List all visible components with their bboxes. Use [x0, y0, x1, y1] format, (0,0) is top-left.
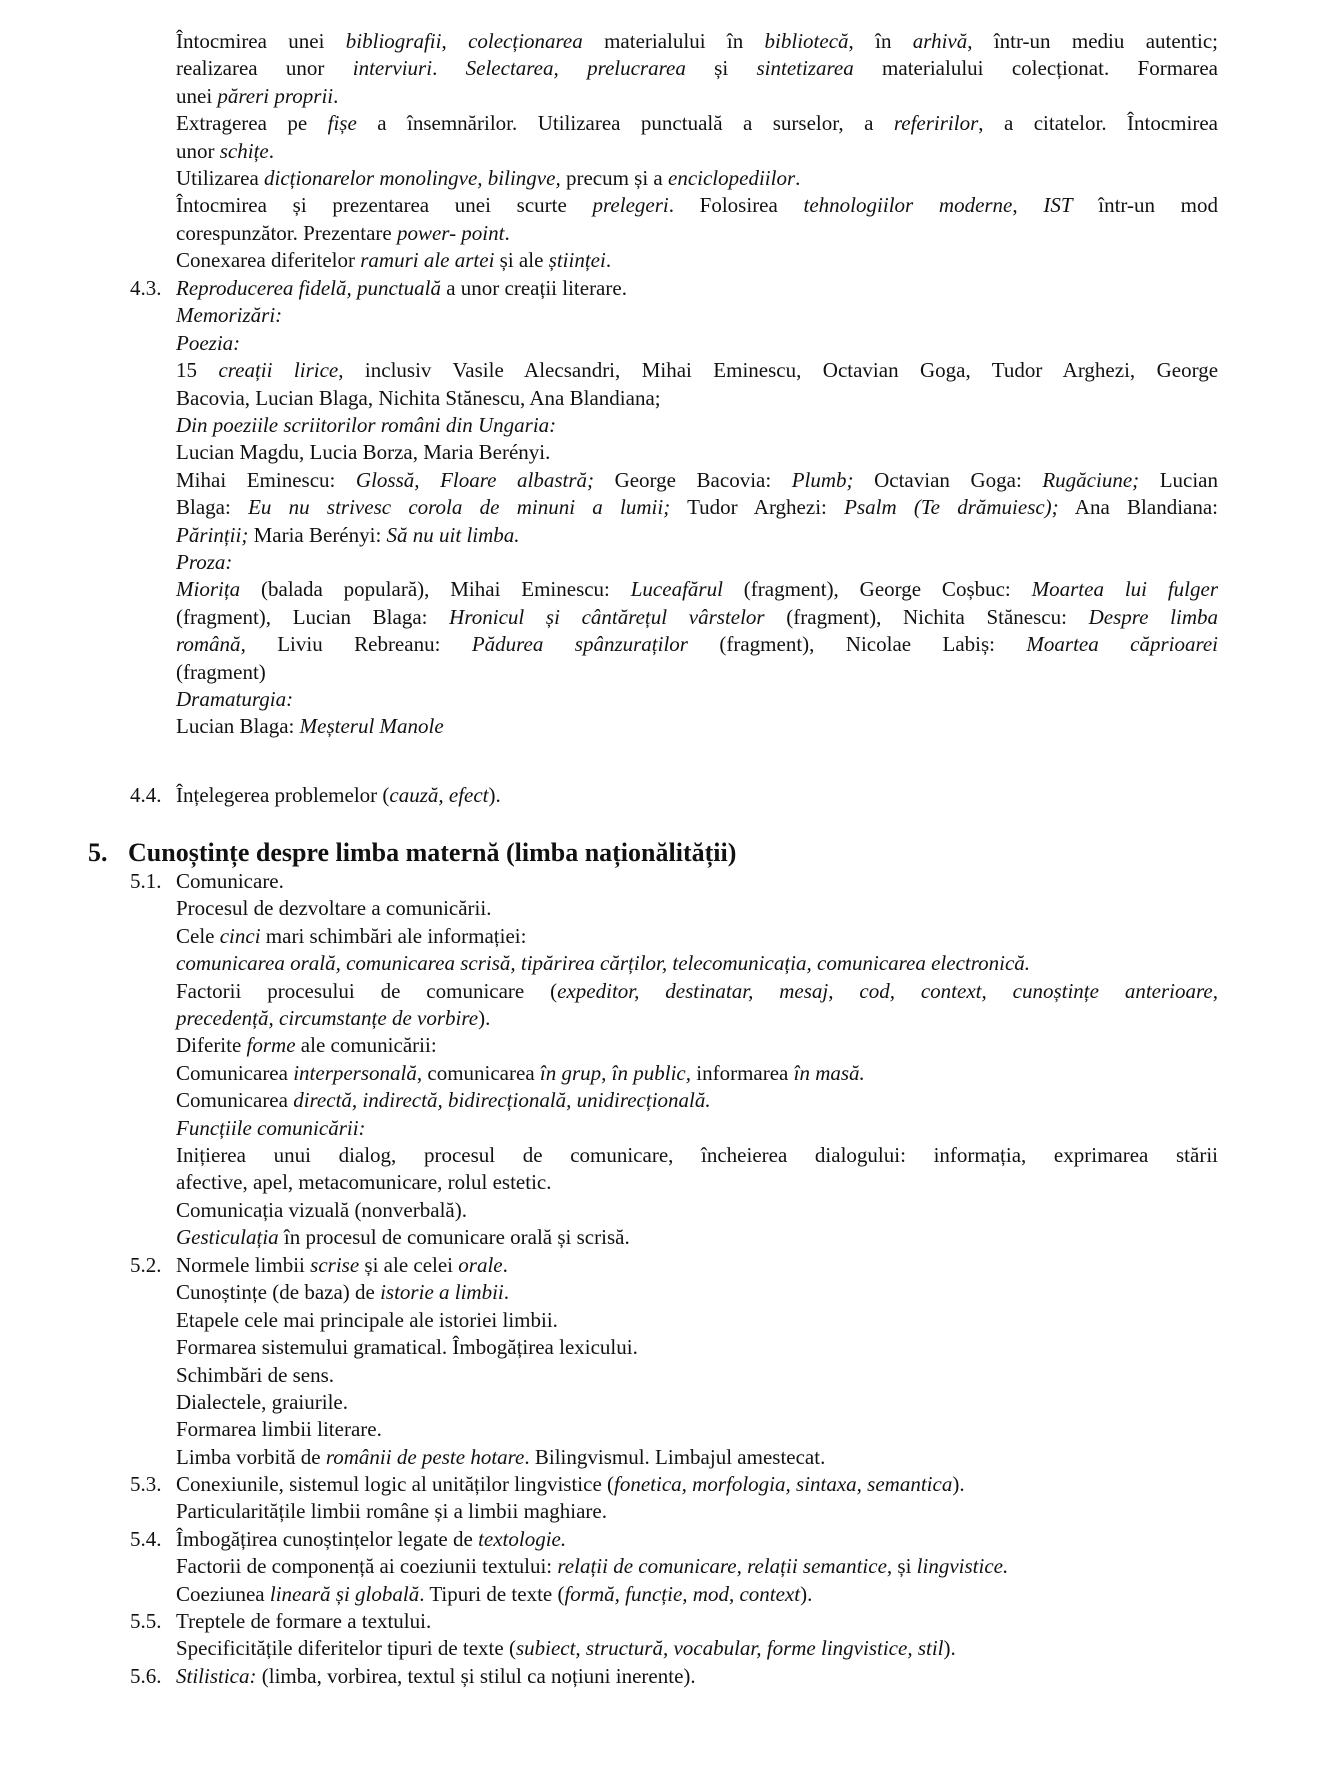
- text-segment: Diferite: [176, 1033, 247, 1058]
- text-line: [176, 28, 1218, 55]
- italic-term: comunicarea orală, comunicarea scrisă, tipărirea cărților, telecomunicația, comunicarea electronică.: [176, 951, 1031, 976]
- text-segment: Înțelegerea problemelor (: [176, 783, 390, 807]
- item-number: 5.6.: [130, 1664, 162, 1688]
- text-segment: Mihai Eminescu:: [176, 467, 356, 492]
- italic-term: directă, indirectă, bidirecțională, unidirecțională.: [293, 1088, 711, 1113]
- text-line: [176, 220, 1218, 247]
- text-segment: 15: [176, 358, 219, 383]
- text-line: [176, 895, 1218, 922]
- text-line: [176, 950, 1218, 977]
- text-segment: , în: [848, 29, 913, 53]
- text-line: [176, 1252, 1218, 1279]
- text-segment: Schimbări de sens.: [176, 1362, 335, 1387]
- text-segment: , într-un mediu autentic;: [967, 29, 1219, 53]
- text-segment: unor: [176, 138, 220, 163]
- text-segment: Întocmirea unei: [176, 29, 346, 53]
- text-segment: Extragerea pe: [176, 111, 328, 136]
- text-segment: ).: [952, 1472, 965, 1496]
- text-line: [176, 83, 1218, 110]
- italic-term: Rugăciune;: [1042, 467, 1140, 492]
- italic-term: în masă.: [793, 1060, 865, 1085]
- text-line: [176, 1553, 1218, 1580]
- text-line: [176, 439, 1218, 466]
- italic-term: subiect, structură, vocabular, forme lingvistice, stil: [515, 1636, 944, 1661]
- text-segment: Îmbogățirea cunoștințelor legate de: [176, 1527, 479, 1551]
- text-segment: Tudor Arghezi:: [670, 495, 845, 520]
- text-segment: .: [605, 248, 612, 273]
- italic-term: științei: [548, 248, 606, 273]
- text-segment: Cele: [176, 923, 220, 948]
- text-segment: (fragment), Nicolae Labiș:: [687, 632, 1027, 657]
- italic-term: Pădurea spânzuraților: [471, 632, 688, 657]
- text-segment: a însemnărilor. Utilizarea punctuală a surselor, a: [356, 111, 894, 136]
- item-number: 5.1.: [130, 869, 162, 893]
- text-segment: (fragment), George Coșbuc:: [722, 577, 1032, 602]
- text-line: [176, 110, 1218, 137]
- italic-term: orale: [458, 1253, 503, 1277]
- text-segment: Conexiunile, sistemul logic al unităților lingvistice (: [176, 1472, 615, 1496]
- text-line: [176, 494, 1218, 521]
- italic-term: dicționarelor monolingve, bilingve,: [264, 166, 561, 190]
- text-segment: ).: [800, 1581, 813, 1606]
- text-segment: Blaga:: [176, 495, 249, 520]
- text-segment: Normele limbii: [176, 1253, 311, 1277]
- text-segment: Particularitățile limbii române și a limbii maghiare.: [176, 1499, 607, 1524]
- text-line: [176, 713, 1218, 740]
- italic-term: Proza:: [176, 550, 233, 574]
- item-number: 4.4.: [130, 783, 162, 807]
- text-line: [176, 522, 1218, 549]
- italic-term: fișe: [327, 111, 357, 136]
- italic-term: bibliografii: [345, 29, 442, 53]
- italic-term: power- point: [396, 220, 505, 245]
- text-line: [176, 330, 1218, 357]
- text-segment: , inclusiv Vasile Alecsandri, Mihai Eminescu, Octavian Goga, Tudor Arghezi, George: [338, 358, 1219, 383]
- text-line: [176, 1362, 1218, 1389]
- text-line: [176, 412, 1218, 439]
- text-line: [176, 1224, 1218, 1251]
- text-segment: ).: [488, 783, 501, 807]
- text-segment: (fragment), Nichita Stănescu:: [764, 604, 1089, 629]
- text-line: [176, 192, 1218, 219]
- text-line: [176, 1498, 1218, 1525]
- italic-term: Părinții;: [176, 522, 249, 547]
- text-line: [176, 1608, 1218, 1635]
- italic-term: Să nu uit limba.: [386, 522, 520, 547]
- text-segment: Coeziunea: [176, 1581, 270, 1606]
- italic-term: textologie.: [478, 1527, 567, 1551]
- text-segment: Cunoștințe (de baza) de: [176, 1280, 381, 1305]
- text-segment: .: [795, 166, 801, 190]
- text-segment: materialului colecționat. Formarea: [853, 56, 1218, 81]
- italic-term: păreri proprii: [217, 83, 334, 108]
- italic-term: românii de peste hotare: [325, 1444, 525, 1469]
- text-line: [176, 247, 1218, 274]
- italic-term: cauză, efect: [389, 783, 489, 807]
- italic-term: română: [176, 632, 241, 657]
- text-segment: și: [892, 1554, 917, 1579]
- text-segment: .: [333, 83, 339, 108]
- text-segment: Factorii procesului de comunicare (: [176, 978, 558, 1003]
- text-segment: Ana Blandiana:: [1058, 495, 1218, 520]
- italic-term: formă, funcție, mod, context: [564, 1581, 801, 1606]
- item-number: 5.4.: [130, 1527, 162, 1551]
- italic-term: Reproducerea fidelă, punctuală: [176, 276, 441, 300]
- text-segment: Lucian Magdu, Lucia Borza, Maria Berényi.: [176, 440, 551, 465]
- text-segment: , Liviu Rebreanu:: [240, 632, 472, 657]
- section-number: 5.: [88, 838, 108, 867]
- italic-term: ramuri ale artei: [360, 248, 495, 273]
- text-line: [176, 165, 1218, 192]
- text-segment: .: [502, 1253, 508, 1277]
- italic-term: interpersonală: [293, 1060, 417, 1085]
- italic-term: scrise: [310, 1253, 360, 1277]
- text-segment: . Folosirea: [668, 193, 804, 218]
- text-segment: Etapele cele mai principale ale istoriei limbii.: [176, 1307, 558, 1332]
- italic-term: fonetica, morfologia, sintaxa, semantica: [614, 1472, 953, 1496]
- text-segment: ,: [1012, 193, 1044, 218]
- text-line: [176, 1142, 1218, 1169]
- text-line: [176, 275, 1218, 302]
- italic-term: tehnologiilor moderne: [803, 193, 1013, 218]
- text-segment: materialului în: [582, 29, 765, 53]
- text-line: [176, 1581, 1218, 1608]
- text-segment: mari schimbări ale informației:: [260, 923, 527, 948]
- text-line: [176, 1197, 1218, 1224]
- italic-term: Stilistica:: [176, 1664, 257, 1688]
- text-line: [176, 385, 1218, 412]
- italic-term: Moartea lui fulger: [1031, 577, 1218, 602]
- text-segment: corespunzător. Prezentare: [176, 220, 397, 245]
- item-number: 5.2.: [130, 1253, 162, 1277]
- text-line: [176, 1087, 1218, 1114]
- text-segment: Limba vorbită de: [176, 1444, 326, 1469]
- text-segment: , a citatelor. Întocmirea: [978, 111, 1218, 136]
- text-segment: Procesul de dezvoltare a comunicării.: [176, 896, 492, 921]
- italic-term: enciclopediilor: [668, 166, 796, 190]
- text-segment: Factorii de componență ai coeziunii textului:: [176, 1554, 558, 1579]
- italic-term: lineară și globală: [269, 1581, 420, 1606]
- italic-term: bibliotecă: [764, 29, 849, 53]
- item-number: 5.5.: [130, 1609, 162, 1633]
- text-segment: Lucian: [1139, 467, 1218, 492]
- italic-term: cinci: [219, 923, 261, 948]
- text-line: [176, 923, 1218, 950]
- text-line: [176, 138, 1218, 165]
- italic-term: istorie a limbii: [380, 1280, 504, 1305]
- text-segment: Comunicarea: [176, 1088, 294, 1113]
- italic-term: Funcțiile comunicării:: [176, 1115, 366, 1140]
- text-segment: Conexarea diferitelor: [176, 248, 361, 273]
- text-segment: și ale: [494, 248, 549, 273]
- text-line: [176, 1307, 1218, 1334]
- text-segment: într-un mod: [1072, 193, 1219, 218]
- text-line: [176, 1389, 1218, 1416]
- text-segment: Inițierea unui dialog, procesul de comunicare, încheierea dialogului: informația, exprimarea stării: [176, 1143, 1218, 1167]
- text-segment: informarea: [691, 1060, 794, 1085]
- text-segment: , comunicarea: [416, 1060, 540, 1085]
- italic-term: forme: [246, 1033, 296, 1058]
- italic-term: referirilor: [893, 111, 979, 136]
- text-segment: Comunicarea: [176, 1060, 294, 1085]
- text-line: [176, 604, 1218, 631]
- text-line: [176, 1663, 1218, 1690]
- italic-term: Dramaturgia:: [176, 687, 294, 711]
- text-segment: Întocmirea și prezentarea unei scurte: [176, 193, 593, 218]
- text-line: [176, 549, 1218, 576]
- text-segment: ).: [943, 1636, 956, 1661]
- italic-term: Luceafărul: [630, 577, 723, 602]
- italic-term: sintetizarea: [756, 56, 854, 81]
- italic-term: Glossă, Floare albastră;: [355, 467, 595, 492]
- text-segment: . Bilingvismul. Limbajul amestecat.: [524, 1444, 826, 1469]
- text-segment: (limba, vorbirea, textul și stilul ca noțiuni inerente).: [256, 1664, 696, 1688]
- italic-term: arhivă: [912, 29, 968, 53]
- italic-term: precedență, circumstanțe de vorbire: [176, 1006, 479, 1030]
- text-segment: și ale celei: [359, 1253, 459, 1277]
- text-line: [176, 1115, 1218, 1142]
- text-segment: precum și a: [560, 166, 668, 190]
- text-line: [176, 55, 1218, 82]
- text-segment: Formarea limbii literare.: [176, 1417, 382, 1442]
- italic-term: Selectarea, prelucrarea: [465, 56, 686, 81]
- text-segment: Formarea sistemului gramatical. Îmbogățirea lexicului.: [176, 1335, 638, 1360]
- text-segment: Treptele de formare a textului.: [176, 1609, 432, 1633]
- text-line: [176, 1416, 1218, 1443]
- text-segment: Maria Berényi:: [248, 522, 387, 547]
- text-segment: afective, apel, metacomunicare, rolul estetic.: [176, 1170, 552, 1195]
- italic-term: Poezia:: [176, 330, 241, 355]
- text-line: [176, 782, 1218, 809]
- text-segment: (balada populară), Mihai Eminescu:: [240, 577, 631, 602]
- text-segment: Bacovia, Lucian Blaga, Nichita Stănescu, Ana Blandiana;: [176, 385, 661, 410]
- text-line: [176, 978, 1218, 1005]
- italic-term: relații de comunicare, relații semantice,: [557, 1554, 893, 1579]
- text-line: [176, 1005, 1218, 1032]
- text-segment: .: [268, 138, 274, 163]
- italic-term: Meșterul Manole: [299, 714, 444, 739]
- italic-term: schițe: [219, 138, 269, 163]
- italic-term: Moartea căprioarei: [1026, 632, 1219, 657]
- text-segment: (fragment), Lucian Blaga:: [176, 604, 450, 629]
- text-segment: și: [685, 56, 757, 81]
- text-line: [176, 1526, 1218, 1553]
- italic-term: creații lirice: [218, 358, 339, 383]
- text-line: [176, 1060, 1218, 1087]
- italic-term: Hronicul și cântărețul vârstelor: [449, 604, 765, 629]
- text-segment: .: [503, 1280, 510, 1305]
- italic-term: în grup, în public,: [539, 1060, 691, 1085]
- text-segment: ale comunicării:: [295, 1033, 437, 1058]
- item-number: 4.3.: [130, 276, 162, 300]
- text-line: [176, 1444, 1218, 1471]
- italic-term: expeditor, destinatar, mesaj, cod, context, cunoștințe anterioare,: [557, 978, 1218, 1003]
- text-segment: în procesul de comunicare orală și scrisă.: [278, 1225, 630, 1250]
- text-segment: ,: [441, 29, 469, 53]
- text-line: [176, 1471, 1218, 1498]
- italic-term: Miorița: [176, 577, 241, 602]
- text-segment: Comunicația vizuală (nonverbală).: [176, 1197, 467, 1222]
- text-segment: (fragment): [176, 659, 266, 684]
- text-segment: .: [504, 220, 510, 245]
- italic-term: interviuri: [352, 56, 433, 81]
- text-segment: Lucian Blaga:: [176, 714, 300, 739]
- text-segment: ).: [478, 1006, 491, 1030]
- text-segment: a unor creații literare.: [440, 276, 627, 300]
- text-line: [176, 1334, 1218, 1361]
- text-segment: .: [432, 56, 466, 81]
- text-segment: Dialectele, graiurile.: [176, 1390, 348, 1414]
- italic-term: colecționarea: [468, 29, 583, 53]
- text-line: [176, 686, 1218, 713]
- text-segment: Octavian Goga:: [853, 467, 1043, 492]
- text-line: [176, 1169, 1218, 1196]
- text-line: [176, 467, 1218, 494]
- italic-term: Memorizări:: [176, 303, 283, 328]
- italic-term: Din poeziile scriitorilor români din Ungaria:: [176, 413, 557, 437]
- text-segment: unei: [176, 83, 218, 108]
- italic-term: Gesticulația: [176, 1225, 279, 1250]
- text-segment: Utilizarea: [176, 166, 265, 190]
- italic-term: IST: [1043, 193, 1073, 218]
- text-line: [176, 868, 1218, 895]
- text-segment: realizarea unor: [176, 56, 353, 81]
- text-line: [176, 1032, 1218, 1059]
- italic-term: Despre limba: [1088, 604, 1219, 629]
- text-segment: Comunicare.: [176, 869, 284, 893]
- text-line: [176, 1635, 1218, 1662]
- text-segment: George Bacovia:: [594, 467, 792, 492]
- italic-term: Psalm (Te drămuiesc);: [844, 495, 1059, 520]
- italic-term: Plumb;: [791, 467, 854, 492]
- text-line: [176, 302, 1218, 329]
- italic-term: lingvistice.: [916, 1554, 1009, 1579]
- text-line: [176, 576, 1218, 603]
- text-line: [176, 659, 1218, 686]
- section-5-heading: [88, 838, 736, 868]
- text-line: [176, 357, 1218, 384]
- section-title: Cunoștințe despre limba maternă (limba naționălității): [128, 838, 737, 867]
- text-segment: . Tipuri de texte (: [419, 1581, 565, 1606]
- item-number: 5.3.: [130, 1472, 162, 1496]
- text-line: [176, 1279, 1218, 1306]
- text-line: [176, 631, 1218, 658]
- italic-term: Eu nu strivesc corola de minuni a lumii;: [248, 495, 671, 520]
- text-segment: Specificitățile diferitelor tipuri de texte (: [176, 1636, 516, 1661]
- italic-term: prelegeri: [592, 193, 669, 218]
